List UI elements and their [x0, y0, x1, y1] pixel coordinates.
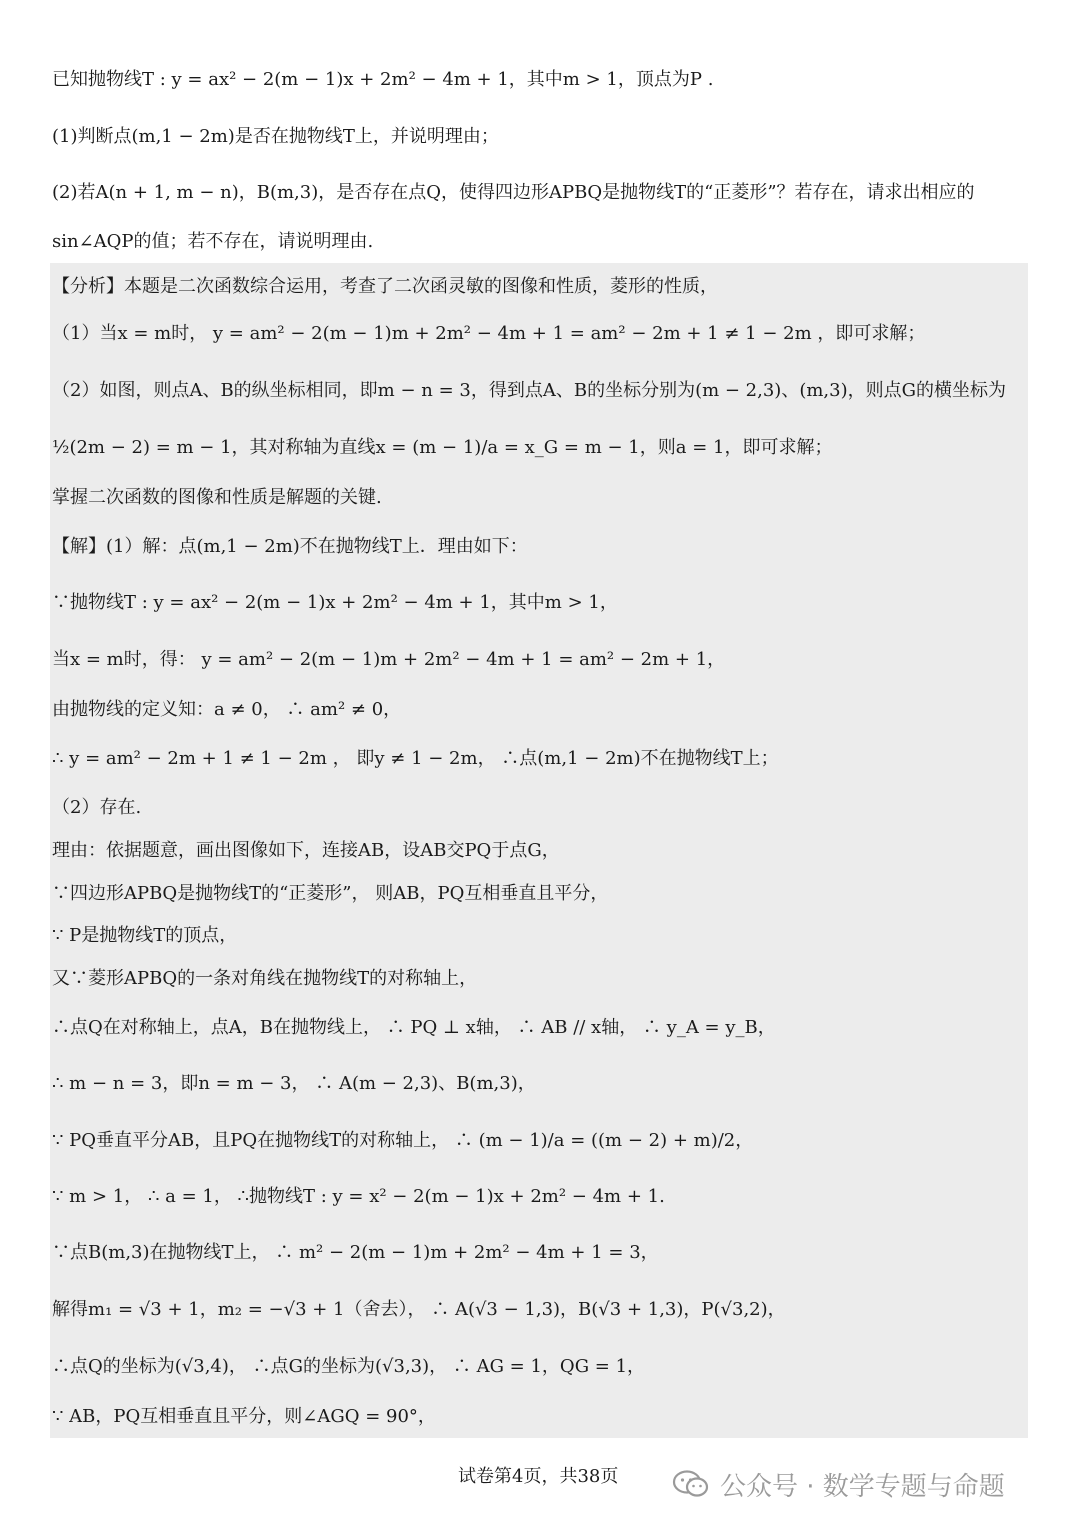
solution-line: ∴ m − n = 3，即n = m − 3， ∴ A(m − 2,3)、B(m,3)，: [52, 1073, 536, 1094]
wechat-icon: [672, 1469, 710, 1499]
solution-line: 【分析】本题是二次函数综合运用，考查了二次函灵敏的图像和性质，菱形的性质，: [52, 276, 718, 297]
solution-line: （2）存在.: [52, 797, 142, 818]
solution-line: ∴ y = am² − 2m + 1 ≠ 1 − 2m ， 即y ≠ 1 − 2m， ∴点(m,1 − 2m)不在抛物线T上；: [52, 748, 779, 769]
solution-line: 掌握二次函数的图像和性质是解题的关键.: [52, 487, 382, 508]
solution-line: 解得m₁ = √3 + 1，m₂ = −√3 + 1（舍去）， ∴ A(√3 − 1,3)，B(√3 + 1,3)，P(√3,2)，: [52, 1299, 786, 1320]
solution-line: ∵ AB，PQ互相垂直且平分，则∠AGQ = 90°，: [52, 1406, 436, 1427]
solution-line: （2）如图，则点A、B的纵坐标相同，即m − n = 3，得到点A、B的坐标分别为(m − 2,3)、(m,3)，则点G的横坐标为: [52, 380, 1006, 401]
solution-line: ∵四边形APBQ是抛物线T的“正菱形”， 则AB，PQ互相垂直且平分，: [52, 883, 609, 904]
solution-line: ∵ m > 1， ∴ a = 1， ∴抛物线T : y = x² − 2(m − 1)x + 2m² − 4m + 1.: [52, 1186, 665, 1207]
solution-line: 由抛物线的定义知：a ≠ 0， ∴ am² ≠ 0，: [52, 699, 402, 720]
solution-line: 又∵菱形APBQ的一条对角线在抛物线T的对称轴上，: [52, 968, 478, 989]
watermark: [672, 1464, 1005, 1504]
page-number: 试卷第4页，共38页: [458, 1466, 619, 1487]
solution-line: ∴点Q在对称轴上，点A，B在抛物线上， ∴ PQ ⊥ x轴， ∴ AB // x轴， ∴ y_A = y_B，: [52, 1017, 776, 1038]
solution-line: ½(2m − 2) = m − 1，其对称轴为直线x = (m − 1)/a = x_G = m − 1，则a = 1，即可求解；: [52, 437, 833, 458]
problem-part-2-line-1: (2)若A(n + 1, m − n)，B(m,3)，是否存在点Q，使得四边形APBQ是抛物线T的“正菱形”？若存在，请求出相应的: [52, 182, 975, 203]
solution-line: ∵ PQ垂直平分AB，且PQ在抛物线T的对称轴上， ∴ (m − 1)/a = ((m − 2) + m)/2，: [52, 1130, 754, 1151]
solution-line: 当x = m时，得： y = am² − 2(m − 1)m + 2m² − 4m + 1 = am² − 2m + 1，: [52, 649, 726, 670]
problem-part-1: (1)判断点(m,1 − 2m)是否在抛物线T上，并说明理由；: [52, 126, 499, 147]
solution-line: ∵ P是抛物线T的顶点，: [52, 925, 238, 946]
solution-line: ∵抛物线T : y = ax² − 2(m − 1)x + 2m² − 4m + 1，其中m > 1，: [52, 592, 618, 613]
solution-line: ∴点Q的坐标为(√3,4)， ∴点G的坐标为(√3,3)， ∴ AG = 1，QG = 1，: [52, 1356, 646, 1377]
solution-line: ∵点B(m,3)在抛物线T上， ∴ m² − 2(m − 1)m + 2m² − 4m + 1 = 3，: [52, 1242, 659, 1263]
solution-line: 理由：依据题意，画出图像如下，连接AB，设AB交PQ于点G，: [52, 840, 560, 861]
problem-part-2-line-2: sin∠AQP的值；若不存在，请说明理由.: [52, 231, 374, 252]
watermark-text: 公众号 · 数学专题与命题: [720, 1471, 1005, 1502]
solution-line: （1）当x = m时， y = am² − 2(m − 1)m + 2m² − 4m + 1 = am² − 2m + 1 ≠ 1 − 2m ，即可求解；: [52, 323, 926, 344]
solution-block: [50, 263, 1028, 1438]
solution-line: 【解】(1）解：点(m,1 − 2m)不在抛物线T上．理由如下：: [52, 536, 528, 557]
problem-intro: 已知抛物线T : y = ax² − 2(m − 1)x + 2m² − 4m + 1，其中m > 1，顶点为P .: [52, 69, 714, 90]
